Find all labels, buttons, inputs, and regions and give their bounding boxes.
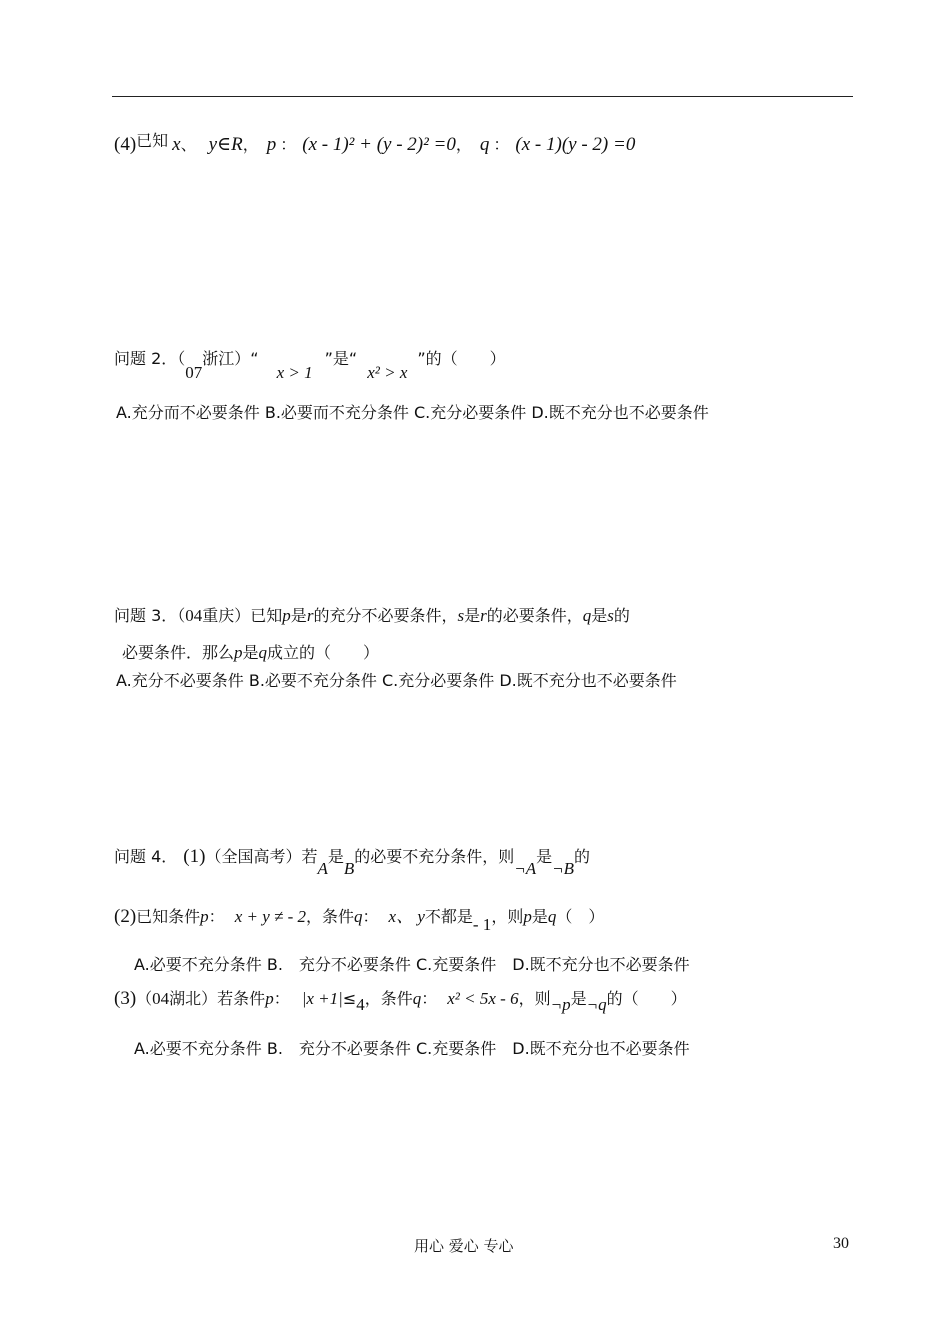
- header-rule: [112, 96, 853, 97]
- question-4-part-3: (3)（04湖北）若条件p： |x +1|≤4，条件q： x² < 5x - 6，则¬p是¬q的（ ）: [114, 988, 687, 1014]
- question-3-options: A.充分不必要条件 B.必要不充分条件 C.充分必要条件 D.既不充分也不必要条件: [116, 671, 677, 690]
- page-number: 30: [833, 1235, 849, 1252]
- question-2-options: A.充分而不必要条件 B.必要而不充分条件 C.充分必要条件 D.既不充分也不必要条件: [116, 403, 709, 422]
- footer-slogan: 用心 爱心 专心: [414, 1237, 514, 1255]
- question-4-part-2-options: A.必要不充分条件 B. 充分不必要条件 C.充要条件 D.既不充分也不必要条件: [134, 955, 690, 974]
- problem-4-line: (4)已知 x、 y∈R， p ： (x - 1)² + (y - 2)² =0， q ： (x - 1)(y - 2) =0: [114, 131, 636, 155]
- question-4-part-3-options: A.必要不充分条件 B. 充分不必要条件 C.充要条件 D.既不充分也不必要条件: [134, 1039, 690, 1058]
- question-3-stem-line2: 必要条件．那么p是q成立的（ ）: [122, 643, 380, 662]
- question-4-part-2: (2)已知条件p： x + y ≠ - 2，条件q： x、 y不都是- 1，则p是q（ ）: [114, 906, 605, 934]
- question-4-part-1: 问题 4． (1)（全国高考）若A是B的必要不充分条件，则¬A是¬B的: [114, 846, 591, 878]
- question-3-stem-line1: 问题 3．（04重庆）已知p是r的充分不必要条件，s是r的必要条件，q是s的: [114, 606, 630, 625]
- question-2-stem: 问题 2．（07浙江）“x > 1”是“x² > x”的（ ）: [114, 349, 506, 382]
